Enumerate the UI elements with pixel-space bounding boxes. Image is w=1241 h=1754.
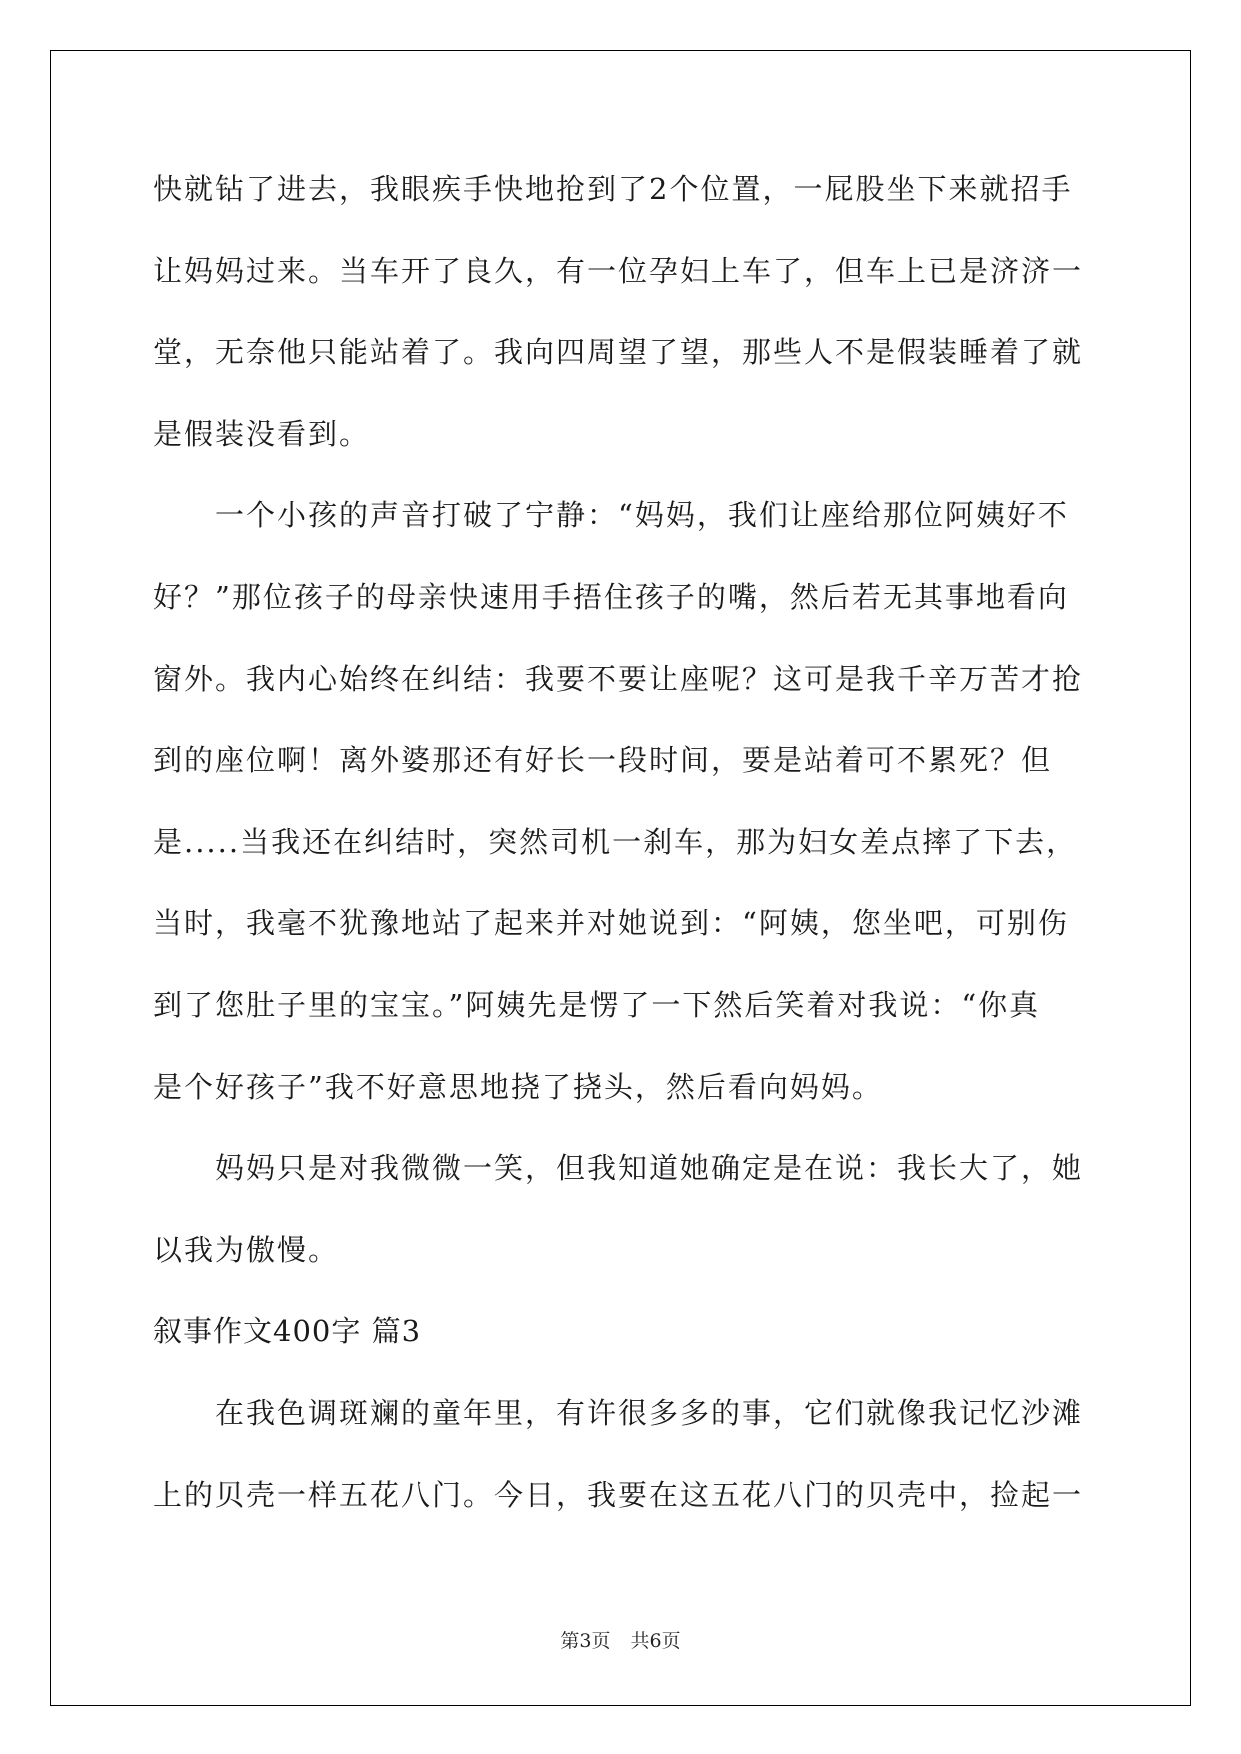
text-line: 好？”那位孩子的母亲快速用手捂住孩子的嘴，然后若无其事地看向 xyxy=(153,579,1069,614)
text-line: 窗外。我内心始终在纠结：我要不要让座呢？这可是我千辛万苦才抢 xyxy=(153,661,1084,696)
document-body xyxy=(153,149,1113,1536)
current-page-number: 第3页 xyxy=(560,1630,611,1652)
text-line: 堂，无奈他只能站着了。我向四周望了望，那些人不是假装睡着了就 xyxy=(153,335,1084,370)
text-line: 到了您肚子里的宝宝。”阿姨先是愣了一下然后笑着对我说：“你真 xyxy=(153,987,1041,1022)
text-line: 一个小孩的声音打破了宁静：“妈妈，我们让座给那位阿姨好不 xyxy=(215,498,1069,533)
paragraph-2 xyxy=(153,475,1113,1128)
text-line: 妈妈只是对我微微一笑，但我知道她确定是在说：我长大了，她 xyxy=(215,1151,1084,1186)
total-pages: 共6页 xyxy=(630,1630,681,1652)
paragraph-3 xyxy=(153,1128,1113,1291)
paragraph-1 xyxy=(153,149,1113,475)
text-line: 是.....当我还在纠结时，突然司机一刹车，那为妇女差点摔了下去， xyxy=(153,824,1078,859)
page-footer xyxy=(0,1629,1241,1653)
text-line: 当时，我毫不犹豫地站了起来并对她说到：“阿姨，您坐吧，可别伤 xyxy=(153,906,1069,941)
text-line: 到的座位啊！离外婆那还有好长一段时间，要是站着可不累死？但 xyxy=(153,743,1053,778)
text-line: 是个好孩子”我不好意思地挠了挠头，然后看向妈妈。 xyxy=(153,1069,883,1104)
text-line: 让妈妈过来。当车开了良久，有一位孕妇上车了，但车上已是济济一 xyxy=(153,253,1084,288)
text-line: 是假装没看到。 xyxy=(153,416,371,451)
text-line: 上的贝壳一样五花八门。今日，我要在这五花八门的贝壳中，捡起一 xyxy=(153,1477,1084,1512)
text-line: 以我为傲慢。 xyxy=(153,1232,340,1267)
section-heading: 叙事作文400字 篇3 xyxy=(153,1314,422,1349)
text-line: 快就钻了进去，我眼疾手快地抢到了2个位置，一屁股坐下来就招手 xyxy=(153,172,1073,206)
text-line: 在我色调斑斓的童年里，有许很多多的事，它们就像我记忆沙滩 xyxy=(215,1395,1084,1430)
paragraph-4 xyxy=(153,1373,1113,1536)
